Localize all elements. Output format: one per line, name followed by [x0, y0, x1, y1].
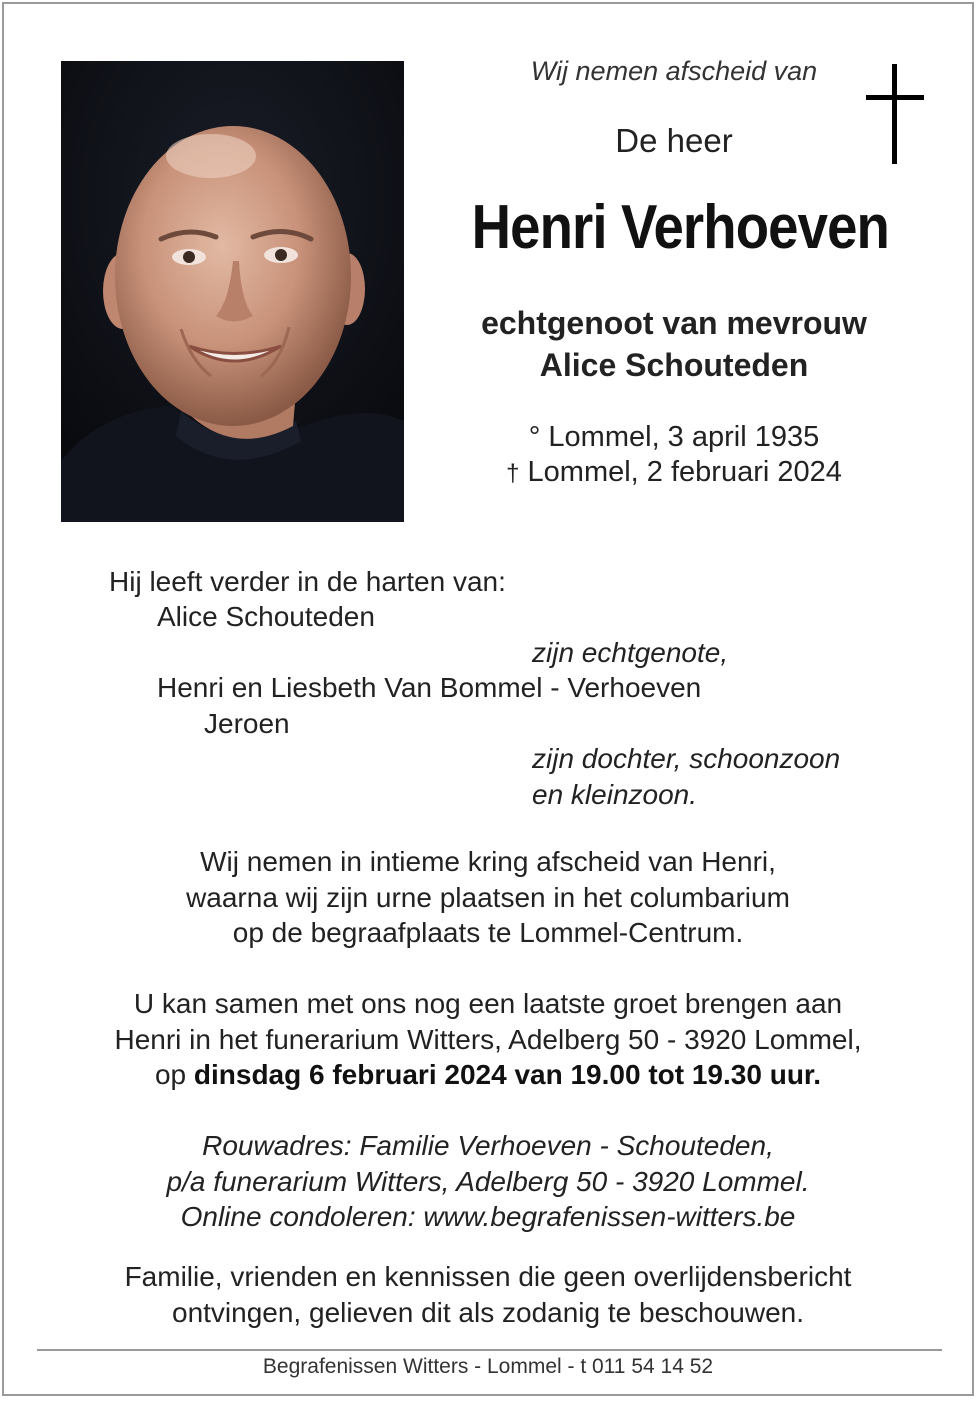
- survivor-family-relation-2: en kleinzoon.: [532, 779, 698, 810]
- death-date: Lommel, 2 februari 2024: [527, 456, 842, 488]
- notice-line: ontvingen, gelieven dit als zodanig te beschouwen.: [172, 1296, 804, 1328]
- spouse-line-1: echtgenoot van mevrouw: [481, 305, 867, 341]
- survivor-family-relation-1: zijn dochter, schoonzoon: [532, 743, 841, 774]
- notice-paragraph: [4, 1259, 972, 1330]
- visitation-paragraph: [4, 986, 972, 1093]
- spouse-info: [444, 302, 904, 386]
- footer-text: Begrafenissen Witters - Lommel - t 011 54 14 52: [262, 1355, 714, 1378]
- footer-divider: [37, 1349, 942, 1351]
- deceased-name: Henri Verhoeven: [471, 193, 889, 262]
- address-line: Rouwadres: Familie Verhoeven - Schouteden,: [202, 1130, 774, 1161]
- visitation-prefix: op: [154, 1059, 187, 1090]
- visitation-line: U kan samen met ons nog een laatste groet brengen aan: [133, 988, 843, 1019]
- portrait-photo: [61, 61, 404, 522]
- dagger-icon: †: [506, 460, 520, 487]
- survivors-heading: Hij leeft verder in de harten van:: [109, 566, 506, 597]
- death-date-line: [444, 455, 904, 491]
- survivor-spouse-name: Alice Schouteden: [157, 601, 375, 632]
- life-dates: [444, 420, 904, 491]
- honorific-title: De heer: [615, 122, 733, 159]
- farewell-line: waarna wij zijn urne plaatsen in het columbarium: [186, 881, 790, 913]
- mourning-address: [4, 1128, 972, 1235]
- obituary-card: [2, 2, 974, 1396]
- survivor-grandchild: Jeroen: [204, 708, 290, 739]
- portrait-illustration: [61, 61, 404, 522]
- intro-text: Wij nemen afscheid van: [530, 56, 818, 86]
- farewell-paragraph: [4, 844, 972, 951]
- farewell-line: Wij nemen in intieme kring afscheid van Henri,: [200, 846, 776, 877]
- farewell-line: op de begraafplaats te Lommel-Centrum.: [232, 917, 744, 948]
- spouse-name: Alice Schouteden: [539, 347, 809, 383]
- visitation-line: Henri in het funerarium Witters, Adelberg 50 - 3920 Lommel,: [114, 1023, 862, 1055]
- visitation-line: [4, 1057, 972, 1093]
- visitation-datetime: dinsdag 6 februari 2024 van 19.00 tot 19.30 uur.: [193, 1059, 822, 1090]
- address-line: p/a funerarium Witters, Adelberg 50 - 3920 Lommel.: [166, 1165, 810, 1197]
- condolence-website: Online condoleren: www.begrafenissen-witters.be: [180, 1201, 796, 1232]
- birth-date: ° Lommel, 3 april 1935: [528, 421, 820, 453]
- notice-line: Familie, vrienden en kennissen die geen overlijdensbericht: [124, 1261, 852, 1292]
- survivor-family-names: Henri en Liesbeth Van Bommel - Verhoeven: [157, 672, 702, 703]
- survivor-spouse-relation: zijn echtgenote,: [532, 637, 729, 668]
